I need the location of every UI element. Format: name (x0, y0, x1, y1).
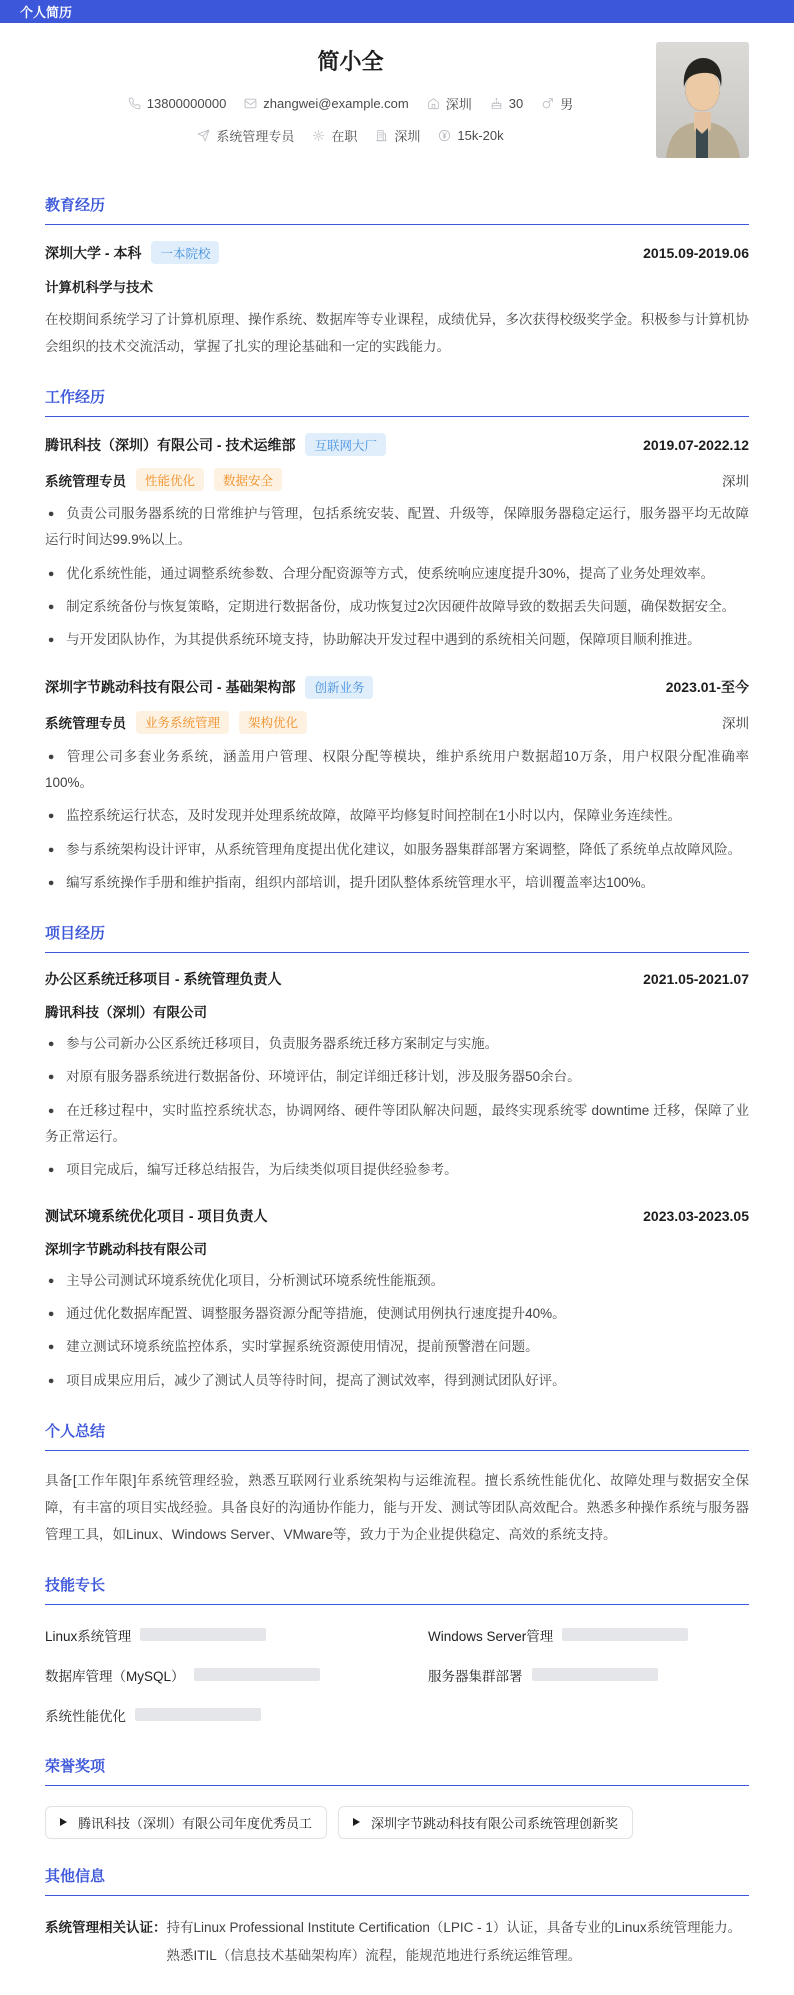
city-building-icon (375, 129, 388, 142)
position-tag: 架构优化 (239, 711, 307, 734)
award-triangle-icon (353, 1818, 360, 1826)
project-company: 腾讯科技（深圳）有限公司 (45, 1005, 207, 1021)
bullet-text: 参与系统架构设计评审，从系统管理角度提出优化建议，如服务器集群部署方案调整，降低了系统单点故障风险。 (66, 841, 742, 857)
project-entry (45, 1206, 749, 1394)
skill-progress-bar (532, 1668, 658, 1681)
age-icon (490, 97, 503, 110)
home-icon (427, 97, 440, 110)
company-badge: 创新业务 (305, 676, 373, 699)
skill-row (45, 1665, 366, 1685)
work-city-value: 深圳 (394, 129, 421, 144)
bullet-dot: ● (47, 567, 55, 580)
bullet-dot: ● (47, 507, 55, 520)
salary-value: 15k-20k (457, 128, 504, 143)
email-item (244, 96, 408, 111)
bullet-text: 负责公司服务器系统的日常维护与管理，包括系统安装、配置、升级等，保障服务器稳定运行，服务器平均无故障运行时间达99.9%以上。 (45, 506, 749, 548)
position-name: 系统管理专员 (45, 473, 126, 489)
award-triangle-icon (60, 1818, 67, 1826)
skills-grid (45, 1625, 749, 1745)
skill-row (428, 1665, 749, 1685)
bullet-dot: ● (47, 1274, 55, 1287)
bullet-text: 管理公司多套业务系统，涵盖用户管理、权限分配等模块，维护系统用户数据超10万条，用户权限分配准确率100%。 (45, 748, 749, 790)
section-title-other: 其他信息 (45, 1865, 749, 1896)
bullet-text: 建立测试环境系统监控体系，实时掌握系统资源使用情况，提前预警潜在问题。 (66, 1339, 539, 1355)
section-title-awards: 荣誉奖项 (45, 1755, 749, 1786)
skill-progress-bar (140, 1628, 266, 1641)
bullet-text: 与开发团队协作，为其提供系统环境支持，协助解决开发过程中遇到的系统相关问题，保障项目顺利推进。 (66, 632, 701, 648)
home-location-value: 深圳 (445, 97, 472, 112)
skill-progress-bar (135, 1708, 261, 1721)
section-other (45, 1865, 749, 1971)
section-title-education: 教育经历 (45, 194, 749, 225)
skill-row (45, 1705, 366, 1725)
avatar-photo (656, 42, 749, 158)
gender-item (541, 94, 573, 113)
work-date: 2023.01-至今 (665, 679, 749, 696)
section-awards (45, 1755, 749, 1839)
page-title: 个人简历 (20, 5, 73, 20)
section-title-skills: 技能专长 (45, 1574, 749, 1605)
bullet-text: 编写系统操作手册和维护指南，组织内部培训，提升团队整体系统管理水平，培训覆盖率达100%。 (66, 874, 655, 890)
job-title-value: 系统管理专员 (216, 129, 295, 144)
award-item (45, 1806, 327, 1839)
bullet-dot: ● (47, 1307, 55, 1320)
phone-item (128, 96, 227, 111)
project-bullet (45, 1334, 749, 1360)
bullet-dot: ● (47, 1374, 55, 1387)
email-icon (244, 97, 257, 110)
project-bullet (45, 1301, 749, 1327)
project-bullet (45, 1268, 749, 1294)
project-date: 2023.03-2023.05 (643, 1207, 749, 1224)
gender-icon (541, 97, 554, 110)
project-bullet (45, 1064, 749, 1090)
project-bullet (45, 1098, 749, 1151)
phone-value: 13800000000 (146, 96, 227, 111)
position-name: 系统管理专员 (45, 716, 126, 732)
contact-row-1 (128, 94, 573, 113)
summary-text: 具备[工作年限]年系统管理经验，熟悉互联网行业系统架构与运维流程。擅长系统性能优化、故障处理与数据安全保障，有丰富的项目实战经验。具备良好的沟通协作能力，能与开发、测试等团队高效配合。熟悉多种操作系统与服务器管理工具，如Linux、Windows Server、VMware等，致力于为企业提供稳定、高效的系统支持。 (45, 1472, 749, 1542)
skill-progress-bar (562, 1628, 688, 1641)
work-location: 深圳 (722, 473, 749, 489)
bullet-text: 监控系统运行状态，及时发现并处理系统故障，故障平均修复时间控制在1小时以内，保障业务连续性。 (66, 808, 682, 824)
section-education (45, 194, 749, 360)
bullet-dot: ● (47, 600, 55, 613)
skill-row (45, 1625, 366, 1645)
bullet-text: 项目完成后，编写迁移总结报告，为后续类似项目提供经验参考。 (66, 1162, 458, 1178)
work-bullet (45, 594, 749, 620)
work-entry (45, 676, 749, 897)
bullet-text: 项目成果应用后，减少了测试人员等待时间，提高了测试效率，得到测试团队好评。 (66, 1372, 566, 1388)
salary-item (438, 128, 503, 143)
skill-progress-bar (194, 1668, 320, 1681)
bullet-dot: ● (47, 750, 55, 763)
company-name: 腾讯科技（深圳）有限公司 - 技术运维部 (45, 436, 296, 453)
section-work (45, 386, 749, 896)
work-bullet (45, 627, 749, 653)
skill-label: Windows Server管理 (428, 1628, 554, 1644)
work-bullet (45, 837, 749, 863)
phone-icon (128, 97, 141, 110)
position-tag: 业务系统管理 (136, 711, 229, 734)
bullet-dot: ● (47, 1071, 55, 1084)
major-name: 计算机科学与技术 (45, 280, 153, 295)
bullet-dot: ● (47, 633, 55, 646)
project-bullet (45, 1368, 749, 1394)
bullet-text: 主导公司测试环境系统优化项目，分析测试环境系统性能瓶颈。 (66, 1272, 445, 1288)
bullet-dot: ● (47, 843, 55, 856)
salary-yen-icon (438, 129, 451, 142)
project-company: 深圳字节跳动科技有限公司 (45, 1241, 207, 1257)
job-status-value: 在职 (331, 129, 358, 144)
candidate-name: 简小全 (317, 49, 384, 74)
project-bullet (45, 1157, 749, 1183)
skill-row (428, 1625, 749, 1645)
bullet-dot: ● (47, 876, 55, 889)
home-location-item (427, 94, 472, 113)
position-tag: 数据安全 (214, 468, 282, 491)
profile-header (45, 23, 749, 168)
project-bullet (45, 1031, 749, 1057)
skill-label: 数据库管理（MySQL） (45, 1668, 185, 1684)
bullet-text: 制定系统备份与恢复策略，定期进行数据备份，成功恢复过2次因硬件故障导致的数据丢失问题，确保数据安全。 (66, 598, 736, 614)
position-tag: 性能优化 (136, 468, 204, 491)
project-date: 2021.05-2021.07 (643, 971, 749, 988)
certification-text: 持有Linux Professional Institute Certification（LPIC - 1）认证，具备专业的Linux系统管理能力。熟悉ITIL（信息技术基础架构库）流程，能规范地进行系统运维管理。 (166, 1919, 742, 1964)
project-entry (45, 969, 749, 1184)
company-badge: 互联网大厂 (305, 433, 386, 456)
project-name: 办公区系统迁移项目 - 系统管理负责人 (45, 971, 282, 988)
gender-value: 男 (560, 97, 574, 112)
award-item (338, 1806, 633, 1839)
awards-row (45, 1806, 749, 1839)
section-projects (45, 922, 749, 1394)
bullet-text: 在迁移过程中，实时监控系统状态，协调网络、硬件等团队解决问题，最终实现系统零 downtime 迁移，保障了业务正常运行。 (45, 1102, 749, 1145)
other-info-row (45, 1914, 749, 1971)
work-bullet (45, 870, 749, 896)
section-summary (45, 1420, 749, 1548)
work-entry (45, 433, 749, 654)
bullet-text: 参与公司新办公区系统迁移项目，负责服务器系统迁移方案制定与实施。 (66, 1036, 499, 1052)
bullet-dot: ● (47, 1104, 55, 1117)
age-item (490, 96, 523, 111)
section-title-summary: 个人总结 (45, 1420, 749, 1451)
age-value: 30 (508, 96, 524, 111)
email-value: zhangwei@example.com (263, 96, 409, 111)
job-paper-plane-icon (197, 129, 210, 142)
status-gear-icon (312, 129, 325, 142)
section-title-work: 工作经历 (45, 386, 749, 417)
work-date: 2019.07-2022.12 (643, 436, 749, 453)
skill-label: Linux系统管理 (45, 1628, 132, 1644)
section-title-projects: 项目经历 (45, 922, 749, 953)
bullet-dot: ● (47, 809, 55, 822)
school-name: 深圳大学 - 本科 (45, 244, 142, 261)
bullet-dot: ● (47, 1164, 55, 1177)
bullet-dot: ● (47, 1037, 55, 1050)
work-bullet (45, 561, 749, 587)
education-date: 2015.09-2019.06 (643, 244, 749, 261)
school-badge: 一本院校 (151, 241, 219, 264)
work-bullet (45, 501, 749, 554)
work-location: 深圳 (722, 716, 749, 732)
work-city-item (375, 126, 420, 145)
skill-label: 系统性能优化 (45, 1708, 126, 1724)
award-text: 腾讯科技（深圳）有限公司年度优秀员工 (78, 1815, 313, 1831)
skill-label: 服务器集群部署 (428, 1668, 523, 1684)
bullet-text: 优化系统性能，通过调整系统参数、合理分配资源等方式，使系统响应速度提升30%，提高了业务处理效率。 (66, 565, 715, 581)
job-status-item (312, 126, 357, 145)
bullet-dot: ● (47, 1340, 55, 1353)
section-skills (45, 1574, 749, 1745)
page-header-bar (0, 0, 794, 23)
bullet-text: 对原有服务器系统进行数据备份、环境评估，制定详细迁移计划，涉及服务器50余台。 (66, 1069, 581, 1085)
contact-row-2 (197, 126, 503, 145)
education-description: 在校期间系统学习了计算机原理、操作系统、数据库等专业课程，成绩优异，多次获得校级奖学金。积极参与计算机协会组织的技术交流活动，掌握了扎实的理论基础和一定的实践能力。 (45, 312, 749, 354)
job-title-item (197, 126, 294, 145)
project-name: 测试环境系统优化项目 - 项目负责人 (45, 1207, 268, 1224)
work-bullet (45, 744, 749, 797)
work-bullet (45, 803, 749, 829)
company-name: 深圳字节跳动科技有限公司 - 基础架构部 (45, 679, 296, 696)
certification-label: 系统管理相关认证： (45, 1919, 167, 1935)
award-text: 深圳字节跳动科技有限公司系统管理创新奖 (371, 1815, 619, 1831)
bullet-text: 通过优化数据库配置、调整服务器资源分配等措施，使测试用例执行速度提升40%。 (66, 1306, 566, 1321)
